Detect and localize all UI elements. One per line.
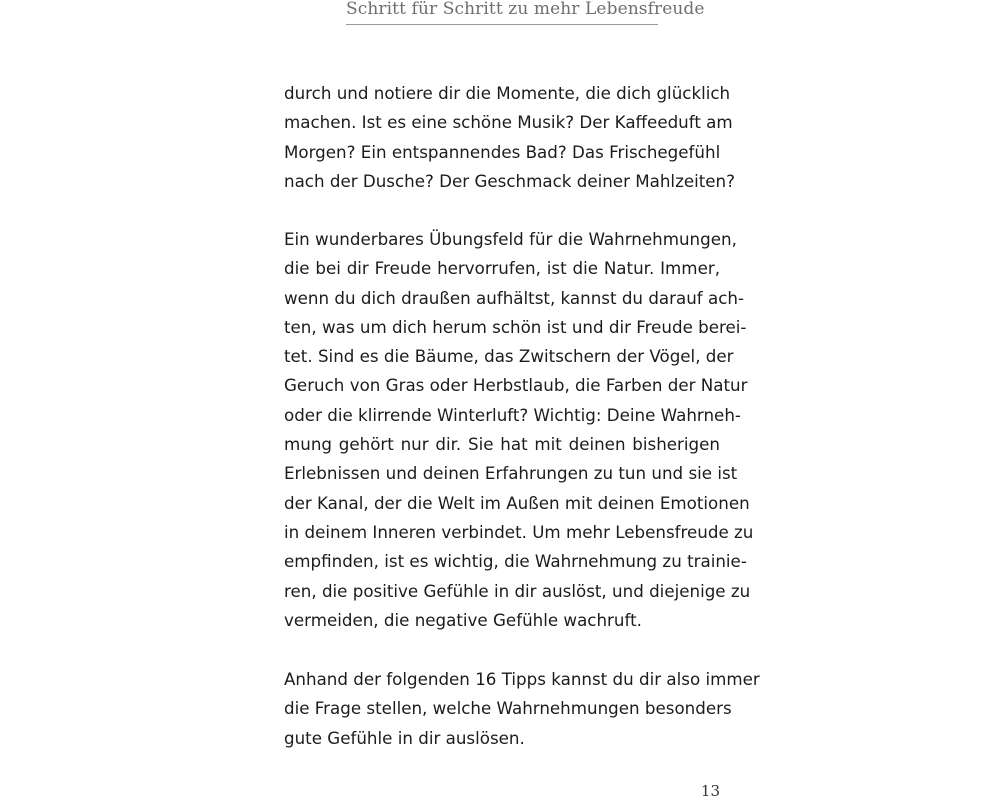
text-line: machen. Ist es eine schöne Musik? Der Kaffeeduft am (284, 112, 733, 133)
page-number: 13 (700, 782, 720, 800)
text-line: ten, was um dich herum schön ist und dir Freude berei- (284, 316, 747, 337)
text-line: mung gehört nur dir. Sie hat mit deinen bisherigen (284, 434, 720, 455)
text-line: in deinem Inneren verbindet. Um mehr Lebensfreude zu (284, 521, 754, 542)
text-line: Erlebnissen und deinen Erfahrungen zu tun und sie ist (284, 463, 738, 484)
text-line: wenn du dich draußen aufhältst, kannst du darauf ach- (284, 287, 744, 308)
text-line: die Frage stellen, welche Wahrnehmungen besonders (284, 698, 732, 719)
text-line: empfinden, ist es wichtig, die Wahrnehmung zu trainie- (284, 551, 747, 572)
paragraph-1 (284, 79, 735, 196)
text-line: nach der Dusche? Der Geschmack deiner Mahlzeiten? (284, 170, 735, 191)
paragraph-3 (284, 665, 760, 753)
text-line: die bei dir Freude hervorrufen, ist die Natur. Immer, (284, 258, 720, 279)
paragraph-2 (284, 225, 754, 635)
text-line: der Kanal, der die Welt im Außen mit deinen Emotionen (284, 492, 750, 513)
text-line: Geruch von Gras oder Herbstlaub, die Farben der Natur (284, 375, 748, 396)
text-line: Anhand der folgenden 16 Tipps kannst du dir also immer (284, 669, 760, 689)
text-line: durch und notiere dir die Momente, die dich glücklich (284, 83, 731, 103)
text-line: gute Gefühle in dir auslösen. (284, 727, 525, 748)
text-line: oder die klirrende Winterluft? Wichtig: Deine Wahrneh- (284, 404, 741, 425)
text-line: ren, die positive Gefühle in dir auslöst, und diejenige zu (284, 580, 751, 601)
text-line: vermeiden, die negative Gefühle wachruft. (284, 609, 642, 630)
text-line: tet. Sind es die Bäume, das Zwitschern der Vögel, der (284, 346, 734, 367)
text-line: Ein wunderbares Übungsfeld für die Wahrnehmungen, (284, 229, 737, 249)
text-line: Morgen? Ein entspannendes Bad? Das Frischegefühl (284, 141, 721, 162)
running-header: Schritt für Schritt zu mehr Lebensfreude (346, 0, 658, 25)
